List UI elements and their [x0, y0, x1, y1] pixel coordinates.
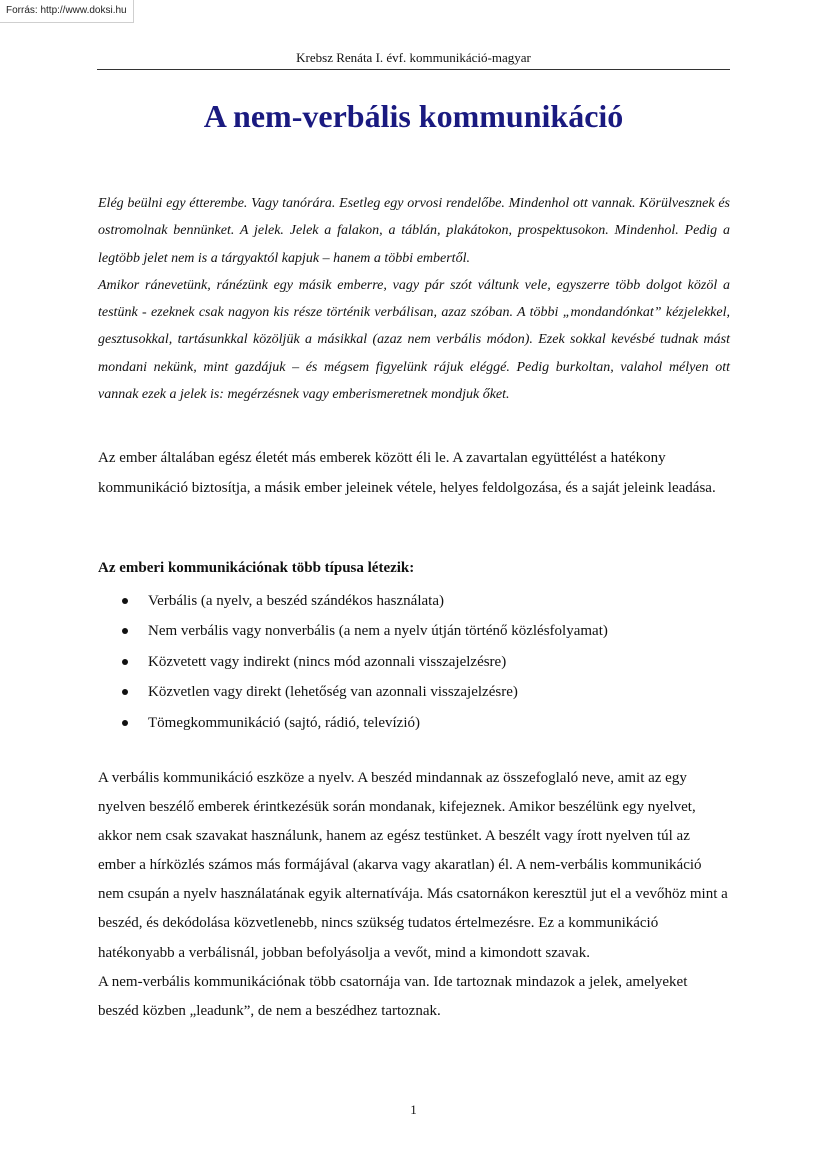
list-item-text: Nem verbális vagy nonverbális (a nem a nyelv útján történő közlésfolyamat) [148, 623, 608, 640]
body-paragraph: A verbális kommunikáció eszköze a nyelv. A beszéd mindannak az összefoglaló neve, amit az egy nyelven beszélő emberek érintkezésük során mondanak, kifejeznek. Amikor beszélünk egy nyelvet, akkor nem csak szavakat használunk, hanem az egész testünket. A beszélt vagy írott nyelven túl az ember a hírközlés számos más formájával (akarva vagy akaratlan) él. A nem-verbális kommunikáció nem csupán a nyelv használatának egyik alternatívája. Más csatornákon keresztül jut el a vevőhöz mint a beszéd, és dekódolása közvetlenebb, nincs szükség tudatos értelmezésre. Ez a kommunikáció hatékonyabb a verbálisnál, jobban befolyásolja a vevőt, mind a kimondott szavak. [98, 770, 728, 961]
list-item-text: Közvetett vagy indirekt (nincs mód azonnali visszajelzésre) [148, 653, 507, 670]
list-item [98, 586, 730, 616]
communication-types-list [98, 586, 730, 738]
page-header: Krebsz Renáta I. évf. kommunikáció-magyar [97, 50, 730, 70]
bullet-icon [122, 598, 128, 604]
list-item [98, 677, 730, 707]
body-paragraph: Az ember általában egész életét más emberek között éli le. A zavartalan együttélést a hatékony kommunikáció biztosítja, a másik ember jeleinek vétele, helyes feldolgozása, és a saját jeleink leadása. [98, 450, 716, 496]
intro-paragraph: Amikor ránevetünk, ránézünk egy másik emberre, vagy pár szót váltunk vele, egyszerre több dolgot közöl a testünk - ezeknek csak nagyon kis része történik verbálisan, azaz szóban. A többi „mondandónkat” kézjelekkel, gesztusokkal, tartásunkkal közöljük a másikkal (azaz nem verbális módon). Ezek sokkal kevésbé tudnak mást mondani nekünk, mint gazdájuk – és mégsem figyelünk rájuk eléggé. Pedig burkoltan, valahol mélyen ott vannak ezek a jelek is: megérzésnek vagy emberismeretnek mondjuk őket. [98, 277, 730, 403]
body-section [98, 764, 730, 1026]
bullet-icon [122, 689, 128, 695]
list-item-text: Verbális (a nyelv, a beszéd szándékos használata) [148, 593, 444, 609]
list-item [98, 616, 730, 646]
bullet-icon [122, 628, 128, 634]
list-heading: Az emberi kommunikációnak több típusa létezik: [98, 560, 415, 576]
list-item [98, 647, 730, 677]
intro-paragraph: Elég beülni egy étterembe. Vagy tanórára. Esetleg egy orvosi rendelőbe. Mindenhol ott vannak. Körülvesznek és ostromolnak bennünket. A jelek. Jelek a falakon, a táblán, plakátokon, prospektusokon. Mindenhol. Pedig a legtöbb jelet nem is a tárgyaktól kapjuk – hanem a többi embertől. [98, 196, 730, 266]
source-label: Forrás: http://www.doksi.hu [0, 0, 134, 23]
body-paragraph: A nem-verbális kommunikációnak több csatornája van. Ide tartoznak mindazok a jelek, amelyeket beszéd közben „leadunk”, de nem a beszédhez tartoznak. [98, 973, 688, 1019]
document-title: A nem-verbális kommunikáció [203, 98, 624, 134]
list-item [98, 708, 730, 738]
list-item-text: Közvetlen vagy direkt (lehetőség van azonnali visszajelzésre) [148, 684, 518, 701]
bullet-icon [122, 659, 128, 665]
page-number: 1 [410, 1102, 417, 1117]
bullet-icon [122, 720, 128, 726]
intro-section [98, 190, 730, 408]
list-item-text: Tömegkommunikáció (sajtó, rádió, televízió) [148, 714, 421, 731]
